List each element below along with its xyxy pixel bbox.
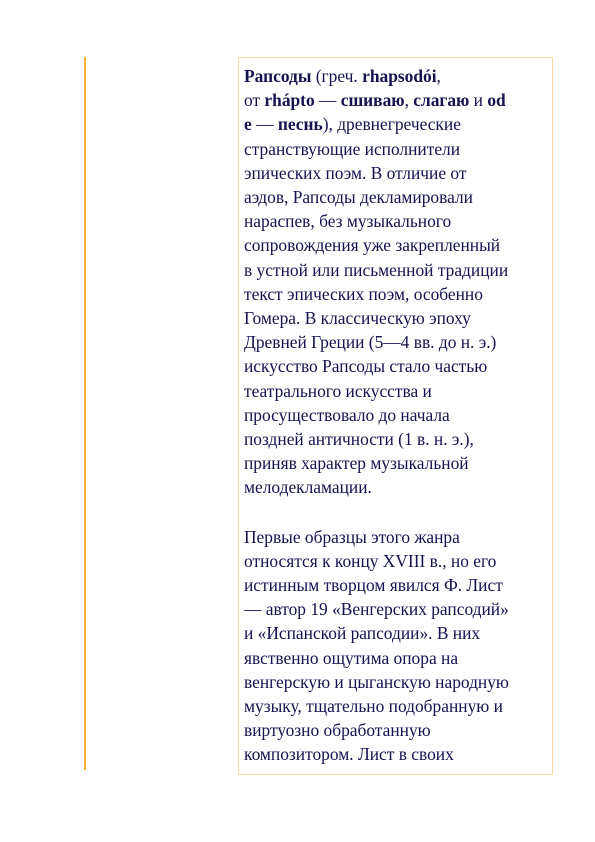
paragraph-1-line: эпических поэм. В отличие от [244,162,467,183]
text-fragment: ), древнегреческие [322,114,461,135]
left-margin-rule [84,57,86,770]
paragraph-1-line-3 [244,112,552,136]
text-fragment: , [436,66,441,86]
term-od-ending: e [244,114,252,135]
paragraph-2-line: явственно ощутима опора на [244,647,459,668]
paragraph-2-line: истинным творцом явился Ф. Лист [244,575,503,596]
paragraph-1-line: театрального искусства и [244,380,432,401]
text-fragment: , [404,90,414,111]
paragraph-1-line: сопровождения уже закрепленный [244,235,501,256]
paragraph-1-line-2 [244,88,552,112]
paragraph-1-line-1 [244,64,552,88]
paragraph-1-line: аэдов, Рапсоды декламировали [244,187,473,208]
paragraph-2-line: виртуозно обработанную [244,720,431,741]
paragraph-2-line: относятся к концу XVIII в., но его [244,550,497,571]
text-fragment: — [251,114,278,135]
paragraph-1-line: приняв характер музыкальной [244,453,469,474]
paragraph-2-line: и «Испанской рапсодии». В них [244,623,481,644]
article-text-box [238,57,553,775]
term-root: rhápto [264,90,315,111]
text-fragment: — [314,90,341,111]
paragraph-2 [244,525,552,767]
term-gloss-song: песнь [277,114,323,135]
text-fragment: и [469,90,488,111]
paragraph-1 [244,64,552,500]
text-fragment: (греч. [311,66,363,86]
paragraph-1-line: в устной или письменной традиции [244,259,509,280]
text-fragment: от [244,90,265,111]
paragraph-2-line: Первые образцы этого жанра [244,526,460,547]
term-rapsody: Рапсоды [244,66,312,86]
paragraph-1-line: нараспев, без музыкального [244,211,452,232]
term-gloss-sew: сшиваю [340,90,405,111]
paragraph-1-line: Древней Греции (5—4 вв. до н. э.) [244,332,497,353]
paragraph-1-line: искусство Рапсоды стало частью [244,356,488,377]
term-greek: rhapsodói [362,66,437,86]
paragraph-1-line: странствующие исполнители [244,138,461,159]
paragraph-2-line: композитором. Лист в своих [244,744,454,765]
paragraph-2-line: — автор 19 «Венгерских рапсодий» [244,599,509,620]
paragraph-1-line: просуществовало до начала [244,404,450,425]
paragraph-1-line: мелодекламации. [244,477,372,498]
paragraph-1-line: Гомера. В классическую эпоху [244,308,471,329]
paragraph-2-line: музыку, тщательно подобранную и [244,696,503,717]
term-gloss-compose: слагаю [413,90,470,111]
paragraph-1-line: текст эпических поэм, особенно [244,283,483,304]
term-od: od [487,90,506,111]
paragraph-2-line: венгерскую и цыганскую народную [244,671,509,692]
paragraph-1-line: поздней античности (1 в. н. э.), [244,429,474,450]
